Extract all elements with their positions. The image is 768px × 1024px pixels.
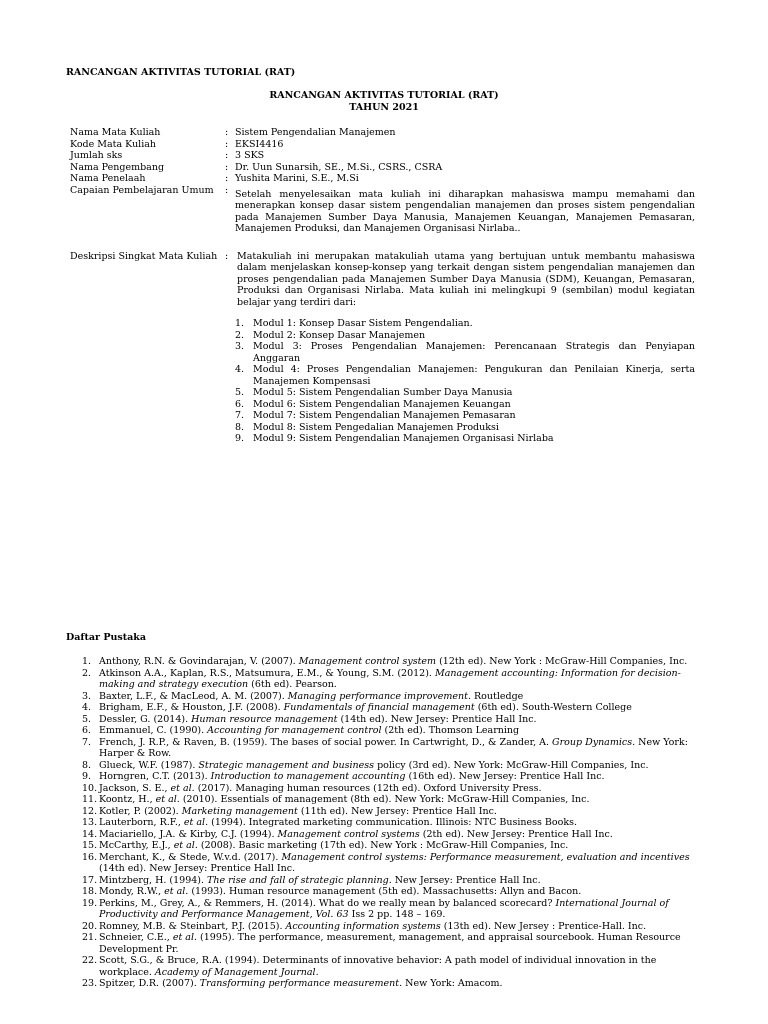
reference-number: 20. [82, 920, 98, 932]
reference-number: 23. [82, 978, 98, 989]
reference-text: Baxter, L.F., & MacLeod, A. M. (2007). Managing performance improvement. Routledge [99, 690, 524, 702]
reference-text: Dessler, G. (2014). Human resource management (14th ed). New Jersey: Prentice Hall Inc. [99, 713, 537, 725]
info-label: Nama Penelaah [70, 173, 146, 184]
reference-title: Accounting information systems [285, 920, 441, 932]
reference-title: Accounting for management control [207, 725, 382, 736]
reference-text: Anthony, R.N. & Govindarajan, V. (2007). Management control system (12th ed). New York : McGraw-Hill Companies, Inc. [99, 656, 688, 667]
reference-number: 5. [82, 713, 92, 725]
deskripsi-body [235, 251, 695, 445]
info-separator: : [225, 138, 229, 150]
capaian-text: Setelah menyelesaikan mata kuliah ini diharapkan mahasiswa mampu memahami dan menerapkan konsep dasar sistem pengendalian manajemen dan proses sistem pengendalian pada Manajemen Sumber Daya Manusia, Manajemen Keuangan, Manajemen Pemasaran, Manajemen Produksi, dan Manajemen Organisasi Nirlaba.. [235, 188, 695, 234]
info-row-deskripsi [70, 251, 695, 445]
item-text: Modul 6: Sistem Pengendalian Manajemen Keuangan [253, 398, 511, 410]
reference-text: Emmanuel, C. (1990). Accounting for management control (2th ed). Thomson Learning [99, 725, 520, 736]
item-text: Modul 8: Sistem Pengedalian Manajemen Produksi [253, 421, 499, 433]
list-item [235, 341, 695, 364]
reference-title: et al. [172, 932, 198, 943]
reference-text: Merchant, K., & Stede, W.v.d. (2017). Management control systems: Performance measurement, evaluation and incentives (14th ed). New Jersey: Prentice Hall Inc. [99, 851, 690, 874]
list-item [235, 410, 695, 422]
reference-item [82, 840, 700, 852]
capaian-label: Capaian Pembelajaran Umum [70, 184, 214, 196]
reference-number: 13. [82, 817, 98, 828]
bibliography-title: Daftar Pustaka [66, 632, 147, 643]
info-separator: : [225, 161, 229, 173]
info-row-pengembang [70, 162, 695, 174]
info-separator: : [225, 173, 229, 184]
info-separator: : [225, 184, 229, 196]
info-row-kode [70, 139, 695, 151]
list-item [235, 433, 695, 445]
reference-number: 6. [82, 725, 92, 736]
info-label: Nama Pengembang [70, 161, 165, 173]
reference-item [82, 932, 700, 955]
reference-item [82, 668, 700, 691]
title-line-1: RANCANGAN AKTIVITAS TUTORIAL (RAT) [269, 90, 499, 101]
info-value: Dr. Uun Sunarsih, SE., M.Si., CSRS., CSRA [235, 161, 443, 173]
item-text: Modul 1: Konsep Dasar Sistem Pengendalian. [253, 318, 473, 329]
deskripsi-label: Deskripsi Singkat Mata Kuliah [70, 250, 218, 262]
reference-text: Romney, M.B. & Steinbart, P.J. (2015). Accounting information systems (13th ed). New Jersey : Prentice-Hall. Inc. [99, 920, 647, 932]
info-separator: : [225, 150, 229, 161]
reference-item [82, 737, 700, 760]
list-item [235, 387, 695, 399]
reference-item [82, 886, 700, 898]
reference-number: 9. [82, 771, 92, 782]
bibliography-list [82, 656, 700, 990]
reference-title: Human resource management [191, 713, 338, 725]
reference-number: 12. [82, 805, 98, 817]
item-number: 3. [235, 341, 245, 352]
reference-item [82, 852, 700, 875]
item-text: Modul 5: Sistem Pengendalian Sumber Daya Manusia [253, 387, 513, 398]
reference-text: Jackson, S. E., et al. (2017). Managing human resources (12th ed). Oxford University Press. [99, 782, 542, 794]
reference-text: Brigham, E.F., & Houston, J.F. (2008). Fundamentals of financial management (6th ed). South-Western College [99, 702, 632, 713]
item-number: 4. [235, 364, 245, 375]
reference-number: 3. [82, 690, 92, 702]
reference-text: Koontz, H., et al. (2010). Essentials of management (8th ed). New York: McGraw-Hill Companies, Inc. [99, 794, 590, 805]
reference-item [82, 656, 700, 668]
reference-text: Glueck, W.F. (1987). Strategic management and business policy (3rd ed). New York: McGraw-Hill Companies, Inc. [99, 759, 649, 771]
deskripsi-text: Matakuliah ini merupakan matakuliah utama yang bertujuan untuk membantu mahasiswa dalam menjelaskan konsep-konsep yang terkait dengan sistem pengendalian manajemen dan proses pengendalian pada Manajemen Sumber Daya Manusia (SDM), Keuangan, Pemasaran, Produksi dan Organisasi Nirlaba. Mata kuliah ini melingkupi 9 (sembilan) modul kegiatan belajar yang terdiri dari: [237, 250, 695, 308]
item-number: 7. [235, 410, 245, 421]
reference-item [82, 702, 700, 714]
reference-text: Maciariello, J.A. & Kirby, C.J. (1994). Management control systems (2th ed). New Jersey: Prentice Hall Inc. [99, 828, 613, 840]
course-info [70, 127, 695, 445]
reference-text: Mondy, R.W., et al. (1993). Human resource management (5th ed). Massachusetts: Allyn and Bacon. [99, 886, 582, 897]
item-number: 8. [235, 421, 245, 433]
reference-item [82, 829, 700, 841]
reference-item [82, 875, 700, 887]
list-item [235, 318, 695, 330]
reference-item [82, 783, 700, 795]
reference-title: et al. [170, 782, 195, 794]
info-separator: : [225, 127, 229, 138]
reference-title: Strategic management and business [198, 759, 375, 771]
item-text: Modul 9: Sistem Pengendalian Manajemen Organisasi Nirlaba [253, 433, 554, 444]
title-line-2: TAHUN 2021 [349, 102, 419, 113]
reference-title: Marketing management [181, 805, 298, 817]
reference-title: et al. [183, 817, 209, 828]
reference-title: The rise and fall of strategic planning. [207, 874, 392, 886]
reference-number: 15. [82, 840, 98, 851]
reference-item [82, 771, 700, 783]
reference-number: 18. [82, 886, 98, 897]
reference-item [82, 978, 700, 990]
item-number: 6. [235, 398, 245, 410]
reference-number: 10. [82, 782, 98, 794]
reference-text: Spitzer, D.R. (2007). Transforming performance measurement. New York: Amacom. [99, 978, 503, 989]
reference-text: Mintzberg, H. (1994). The rise and fall of strategic planning. New Jersey: Prentice Hall Inc. [99, 874, 541, 886]
reference-text: Perkins, M., Grey, A., & Remmers, H. (2014). What do we really mean by balanced scorecard? International Journal of Productivity and Performance Management, Vol. 63 Iss 2 pp. 148 – 169. [99, 897, 669, 920]
info-row-capaian [70, 185, 695, 235]
info-value: Yushita Marini, S.E., M.Si [235, 173, 359, 184]
info-value: 3 SKS [235, 150, 265, 161]
info-label: Jumlah sks [70, 150, 123, 161]
reference-title: Fundamentals of financial management [283, 702, 475, 713]
reference-item [82, 921, 700, 933]
reference-number: 11. [82, 794, 98, 805]
info-value: EKSI4416 [235, 138, 284, 150]
reference-number: 17. [82, 874, 98, 886]
item-text: Modul 7: Sistem Pengendalian Manajemen Pemasaran [253, 410, 516, 421]
reference-number: 16. [82, 851, 98, 863]
reference-title: Academy of Management Journal. [154, 966, 319, 978]
reference-number: 14. [82, 828, 98, 840]
reference-item [82, 955, 700, 978]
info-row-nama [70, 127, 695, 139]
reference-number: 7. [82, 736, 92, 748]
reference-title: Management accounting: Information for decision-making and strategy execution [99, 667, 681, 690]
info-row-penelaah [70, 173, 695, 185]
reference-number: 22. [82, 955, 98, 966]
reference-title: International Journal of Productivity and Performance Management, Vol. 63 [99, 897, 669, 920]
item-text: Modul 4: Proses Pengendalian Manajemen: Pengukuran dan Penilaian Kinerja, serta Manajemen Kompensasi [253, 364, 695, 387]
reference-item [82, 806, 700, 818]
reference-number: 1. [82, 656, 92, 667]
reference-title: Transforming performance measurement. [199, 978, 403, 989]
reference-title: Group Dynamics. [552, 736, 636, 748]
reference-text: McCarthy, E.J., et al. (2008). Basic marketing (17th ed). New York : McGraw-Hill Companies, Inc. [99, 840, 569, 851]
reference-title: et al. [155, 794, 180, 805]
list-item [235, 399, 695, 411]
reference-title: Management control system [298, 656, 437, 667]
reference-title: Managing performance improvement. [287, 690, 471, 702]
item-text: Modul 3: Proses Pengendalian Manajemen: Perencanaan Strategis dan Penyiapan Anggaran [253, 341, 695, 364]
reference-title: Management control systems [277, 828, 420, 840]
module-list [235, 318, 695, 445]
reference-text: Lauterborn, R.F., et al. (1994). Integrated marketing communication. Illinois: NTC Business Books. [99, 817, 577, 828]
info-row-sks [70, 150, 695, 162]
reference-number: 4. [82, 702, 92, 713]
item-number: 2. [235, 329, 245, 341]
reference-title: et al. [164, 886, 189, 897]
reference-text: Kotler, P. (2002). Marketing management (11th ed). New Jersey: Prentice Hall Inc. [99, 805, 497, 817]
list-item [235, 364, 695, 387]
reference-text: Scott, S.G., & Bruce, R.A. (1994). Determinants of innovative behavior: A path model of individual innovation in the workplace. Academy of Management Journal. [99, 955, 657, 978]
info-label: Nama Mata Kuliah [70, 127, 161, 138]
reference-text: Schneier, C.E., et al. (1995). The performance, measurement, management, and appraisal sourcebook. Human Resource Development Pr. [99, 932, 681, 955]
reference-number: 21. [82, 932, 98, 943]
document-title [0, 90, 768, 114]
reference-item [82, 760, 700, 772]
reference-text: French, J. R.P., & Raven, B. (1959). The bases of social power. In Cartwright, D., & Zander, A. Group Dynamics. New York: Harper & Row. [99, 736, 688, 759]
reference-number: 19. [82, 897, 98, 909]
info-separator: : [225, 250, 229, 262]
reference-item [82, 725, 700, 737]
info-value: Sistem Pengendalian Manajemen [235, 127, 396, 138]
reference-item [82, 691, 700, 703]
reference-text: Atkinson A.A., Kaplan, R.S., Matsumura, E.M., & Young, S.M. (2012). Management accounting: Information for decision-making and strategy execution (6th ed). Pearson. [99, 667, 681, 690]
reference-number: 2. [82, 667, 92, 679]
item-number: 5. [235, 387, 245, 398]
item-text: Modul 2: Konsep Dasar Manajemen [253, 329, 426, 341]
reference-number: 8. [82, 759, 92, 771]
reference-title: et al. [173, 840, 198, 851]
reference-item [82, 794, 700, 806]
item-number: 9. [235, 433, 245, 444]
reference-title: Introduction to management accounting [210, 771, 406, 782]
page-header: RANCANGAN AKTIVITAS TUTORIAL (RAT) [66, 67, 296, 78]
item-number: 1. [235, 318, 245, 329]
reference-item [82, 817, 700, 829]
reference-item [82, 898, 700, 921]
reference-text: Horngren, C.T. (2013). Introduction to management accounting (16th ed). New Jersey: Prentice Hall Inc. [99, 771, 605, 782]
list-item [235, 330, 695, 342]
reference-item [82, 714, 700, 726]
list-item [235, 422, 695, 434]
reference-title: Management control systems: Performance measurement, evaluation and incentives [281, 851, 690, 863]
info-label: Kode Mata Kuliah [70, 138, 157, 150]
